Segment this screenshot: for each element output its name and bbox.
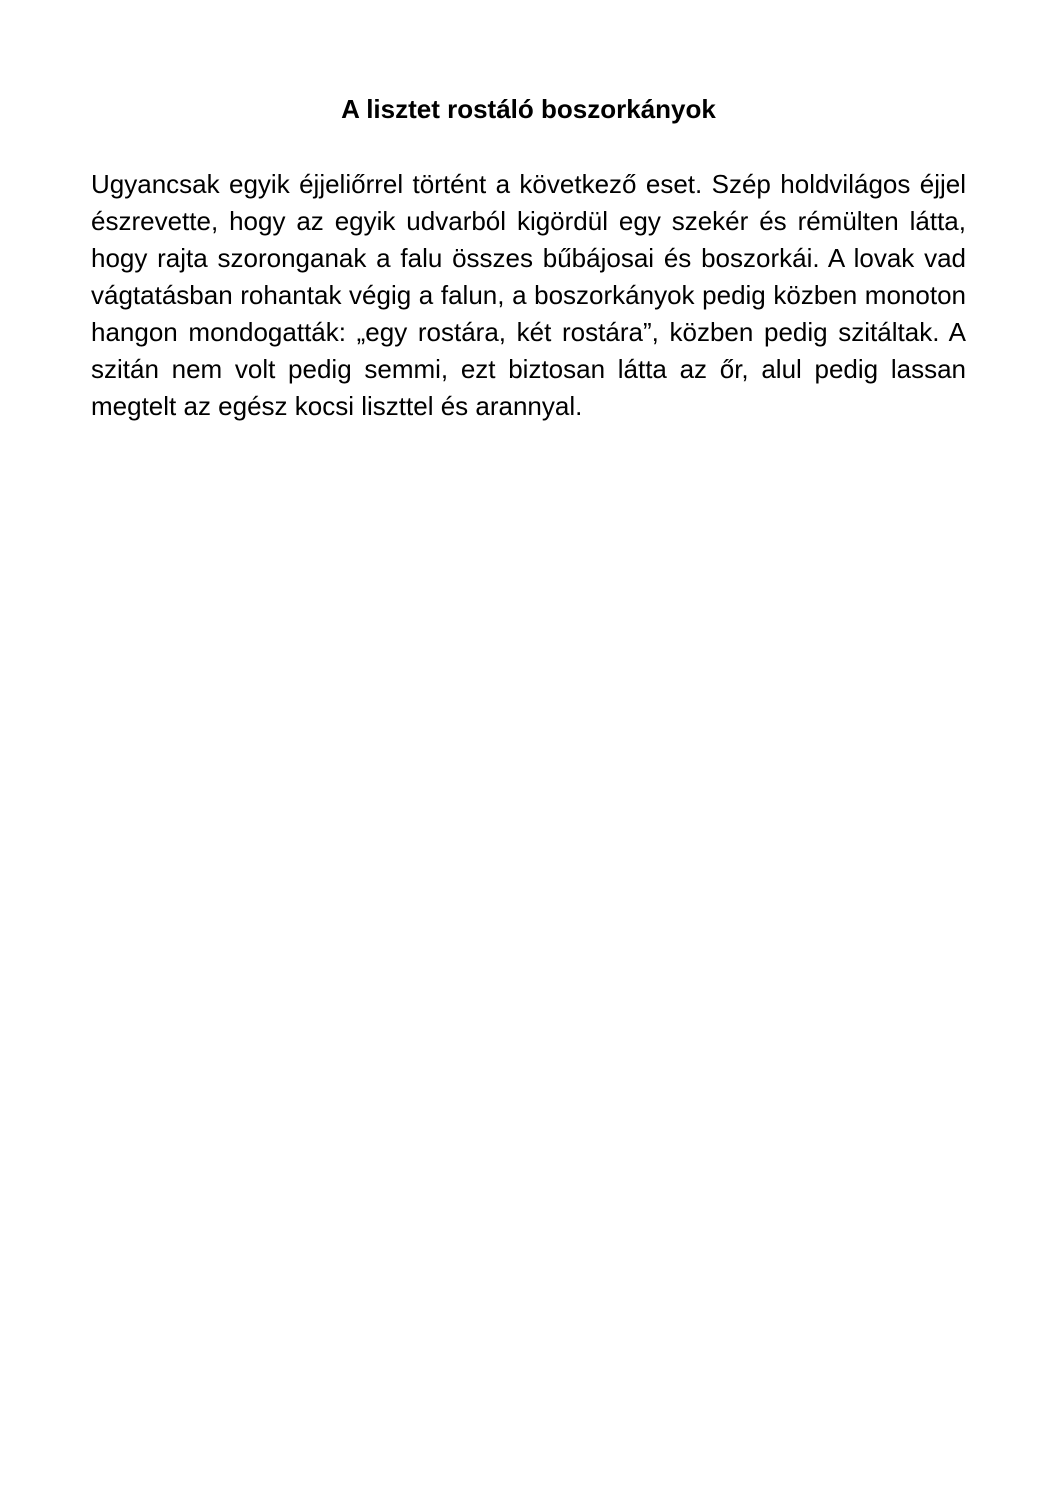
document-title: A lisztet rostáló boszorkányok xyxy=(341,94,716,124)
story-paragraph: Ugyancsak egyik éjjeliőrrel történt a következő eset. Szép holdvilágos éjjel észrevette, hogy az egyik udvarból kigördül egy szekér és rémülten látta, hogy rajta szoronganak a falu összes bűbájosai és boszorkái. A lovak vad vágtatásban rohantak végig a falun, a boszorkányok pedig közben monoton hangon mondogatták: „egy rostára, két rostára”, közben pedig szitáltak. A szitán nem volt pedig semmi, ezt biztosan látta az őr, alul pedig lassan megtelt az egész kocsi liszttel és arannyal. xyxy=(91,169,966,421)
